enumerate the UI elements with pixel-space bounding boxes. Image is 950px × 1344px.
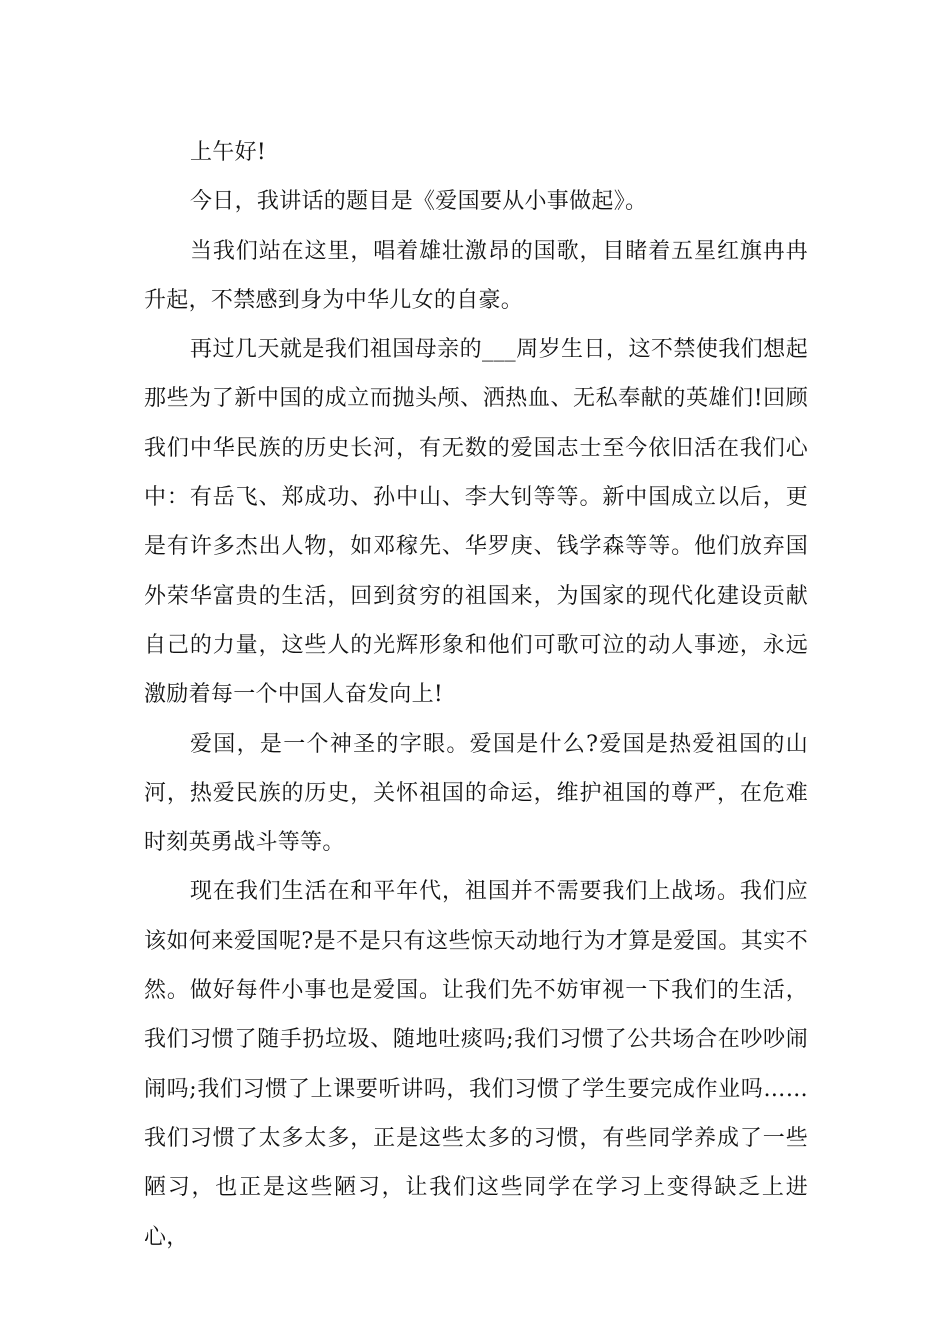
paragraph-anthem: 当我们站在这里，唱着雄壮激昂的国歌，目睹着五星红旗冉冉升起，不禁感到身为中华儿女的自豪。 bbox=[144, 238, 808, 313]
paragraph-heroes: 再过几天就是我们祖国母亲的___周岁生日，这不禁使我们想起那些为了新中国的成立而抛头颅、洒热血、无私奉献的英雄们!回顾我们中华民族的历史长河，有无数的爱国志士至今依旧活在我们心中：有岳飞、郑成功、孙中山、李大钊等等。新中国成立以后，更是有许多杰出人物，如邓稼先、华罗庚、钱学森等等。他们放弃国外荣华富贵的生活，回到贫穷的祖国来，为国家的现代化建设贡献自己的力量，这些人的光辉形象和他们可歌可泣的动人事迹，永远激励着每一个中国人奋发向上! bbox=[144, 337, 808, 708]
paragraph-greeting: 上午好! bbox=[190, 140, 267, 165]
paragraph-patriotism-definition: 爱国，是一个神圣的字眼。爱国是什么?爱国是热爱祖国的山河，热爱民族的历史，关怀祖国的命运，维护祖国的尊严，在危难时刻英勇战斗等等。 bbox=[144, 731, 808, 856]
paragraph-small-things: 现在我们生活在和平年代，祖国并不需要我们上战场。我们应该如何来爱国呢?是不是只有这些惊天动地行为才算是爱国。其实不然。做好每件小事也是爱国。让我们先不妨审视一下我们的生活，我们习惯了随手扔垃圾、随地吐痰吗;我们习惯了公共场合在吵吵闹闹吗;我们习惯了上课要听讲吗，我们习惯了学生要完成作业吗……我们习惯了太多太多，正是这些太多的习惯，有些同学养成了一些陋习，也正是这些陋习，让我们这些同学在学习上变得缺乏上进心， bbox=[144, 879, 808, 1250]
speech-body bbox=[144, 128, 808, 1262]
paragraph-topic: 今日，我讲话的题目是《爱国要从小事做起》。 bbox=[190, 189, 648, 215]
